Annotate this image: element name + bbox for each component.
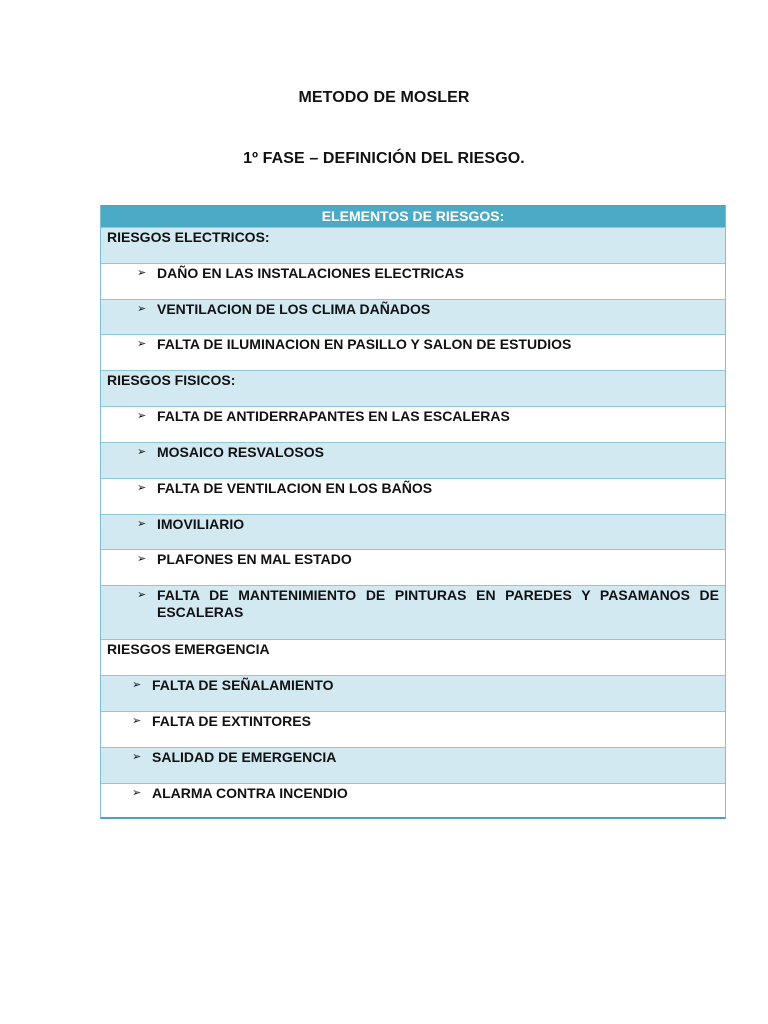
- category-riesgos-fisicos: RIESGOS FISICOS:: [101, 370, 725, 406]
- list-item: [101, 711, 725, 747]
- list-item: [101, 334, 725, 370]
- arrowhead-bullet-icon: ➢: [137, 518, 147, 530]
- list-item: [101, 478, 725, 514]
- arrowhead-bullet-icon: ➢: [137, 303, 147, 315]
- list-item: [101, 549, 725, 585]
- arrowhead-bullet-icon: ➢: [132, 715, 142, 727]
- list-item-text: SALIDAD DE EMERGENCIA: [152, 749, 337, 765]
- list-item-text: FALTA DE ILUMINACION EN PASILLO Y SALON DE ESTUDIOS: [157, 336, 572, 352]
- arrowhead-bullet-icon: ➢: [137, 267, 147, 279]
- risk-elements-table: [100, 205, 726, 819]
- category-riesgos-electricos: RIESGOS ELECTRICOS:: [101, 227, 725, 263]
- list-item: [101, 299, 725, 334]
- arrowhead-bullet-icon: ➢: [132, 787, 142, 799]
- list-item-text: ALARMA CONTRA INCENDIO: [152, 785, 348, 801]
- list-item: [101, 442, 725, 478]
- list-item: [101, 585, 725, 639]
- arrowhead-bullet-icon: ➢: [132, 751, 142, 763]
- list-item: [101, 406, 725, 442]
- arrowhead-bullet-icon: ➢: [132, 679, 142, 691]
- arrowhead-bullet-icon: ➢: [137, 482, 147, 494]
- list-item: [101, 514, 725, 549]
- list-item-text: FALTA DE VENTILACION EN LOS BAÑOS: [157, 480, 433, 496]
- list-item: [101, 783, 725, 817]
- list-item-text: VENTILACION DE LOS CLIMA DAÑADOS: [157, 301, 431, 317]
- list-item-text: DAÑO EN LAS INSTALACIONES ELECTRICAS: [157, 265, 464, 281]
- list-item-text: IMOVILIARIO: [157, 516, 245, 532]
- list-item: [101, 747, 725, 783]
- list-item-text: MOSAICO RESVALOSOS: [157, 444, 324, 460]
- table-header: ELEMENTOS DE RIESGOS:: [101, 206, 725, 227]
- list-item-text: FALTA DE ANTIDERRAPANTES EN LAS ESCALERAS: [157, 408, 510, 424]
- arrowhead-bullet-icon: ➢: [137, 338, 147, 350]
- list-item-text: FALTA DE MANTENIMIENTO DE PINTURAS EN PAREDES Y PASAMANOS DE ESCALERAS: [157, 587, 719, 620]
- list-item: [101, 263, 725, 299]
- list-item-text: PLAFONES EN MAL ESTADO: [157, 551, 352, 567]
- arrowhead-bullet-icon: ➢: [137, 410, 147, 422]
- document-subtitle: 1º FASE – DEFINICIÓN DEL RIESGO.: [243, 150, 525, 167]
- arrowhead-bullet-icon: ➢: [137, 553, 147, 565]
- list-item: [101, 675, 725, 711]
- list-item-text: FALTA DE EXTINTORES: [152, 713, 311, 729]
- arrowhead-bullet-icon: ➢: [137, 589, 147, 601]
- arrowhead-bullet-icon: ➢: [137, 446, 147, 458]
- category-riesgos-emergencia: RIESGOS EMERGENCIA: [101, 639, 725, 675]
- list-item-text: FALTA DE SEÑALAMIENTO: [152, 677, 334, 693]
- document-title: METODO DE MOSLER: [298, 89, 470, 106]
